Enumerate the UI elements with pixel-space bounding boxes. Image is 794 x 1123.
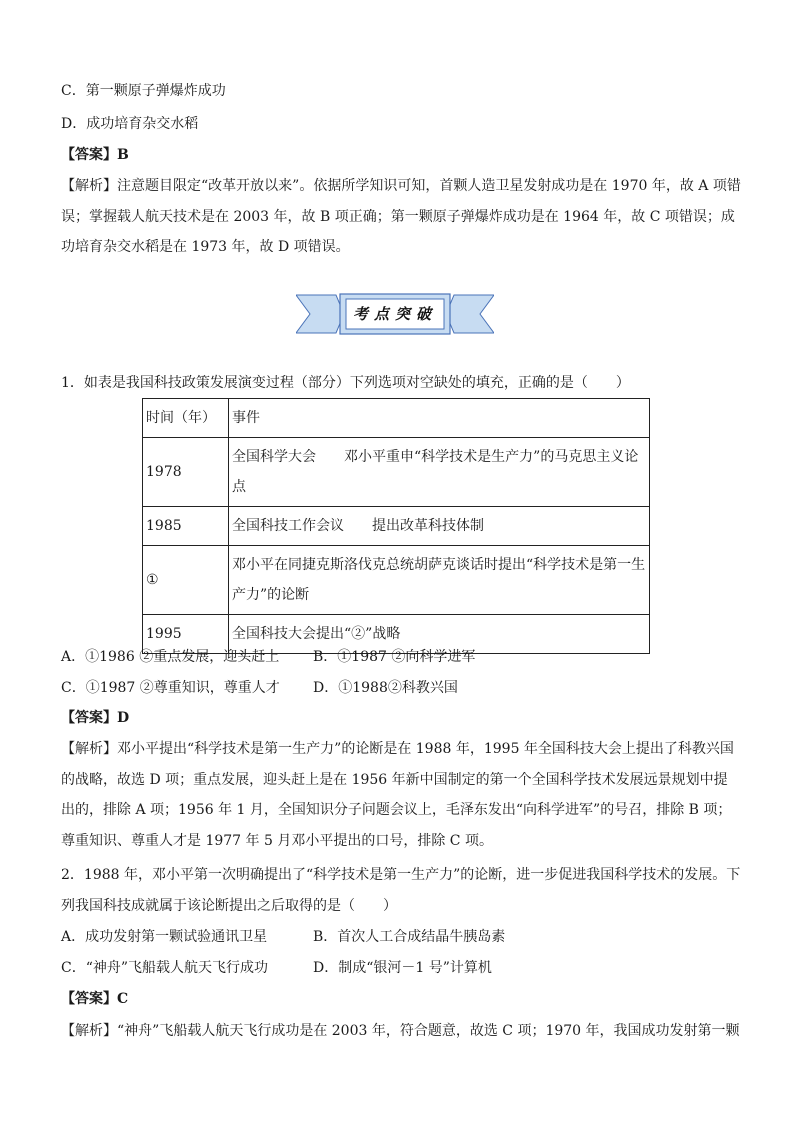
table-cell-event: 全国科技工作会议 提出改革科技体制 bbox=[229, 507, 650, 546]
table-cell-year: 1978 bbox=[143, 438, 229, 507]
q1-option-c: C．①1987 ②尊重知识，尊重人才 bbox=[61, 680, 280, 696]
q1-options-row-1 bbox=[61, 647, 475, 667]
table-row bbox=[143, 438, 650, 507]
table-cell-year: ① bbox=[143, 546, 229, 615]
table-cell-event: 全国科技大会提出“②”战略 bbox=[229, 615, 650, 654]
table-row bbox=[143, 507, 650, 546]
prev-option-c: C．第一颗原子弹爆炸成功 bbox=[61, 83, 226, 99]
q1-analysis: 【解析】邓小平提出“科学技术是第一生产力”的论断是在 1988 年，1995 年全国科技大会上提出了科教兴国的战略，故选 D 项；重点发展，迎头赶上是在 1956 年新中国制定的第一个全国科学技术发展远景规划中提出的，排除 A 项；1956 年 1 月，全国知识分子问题会议上，毛泽东发出“向科学进军”的号召，排除 B 项；尊重知识、尊重人才是 1977 年 5 月邓小平提出的口号，排除 C 项。 bbox=[61, 741, 734, 849]
q2-option-c: C．“神舟”飞船载人航天飞行成功 bbox=[61, 960, 269, 976]
q1-stem: 1．如表是我国科技政策发展演变过程（部分）下列选项对空缺处的填充，正确的是（ ） bbox=[61, 375, 630, 391]
table-cell-event: 全国科学大会 邓小平重申“科学技术是生产力”的马克思主义论点 bbox=[229, 438, 650, 507]
q1-option-b: B．①1987 ②向科学进军 bbox=[313, 649, 476, 665]
q2-analysis: 【解析】“神舟”飞船载人航天飞行成功是在 2003 年，符合题意，故选 C 项；1970 年，我国成功发射第一颗 bbox=[61, 1023, 740, 1039]
section-banner bbox=[296, 292, 494, 336]
table-row bbox=[143, 546, 650, 615]
table-header-cell: 事件 bbox=[229, 399, 650, 438]
prev-option-d: D．成功培育杂交水稻 bbox=[61, 116, 199, 132]
q2-option-b: B．首次人工合成结晶牛胰岛素 bbox=[313, 929, 506, 945]
table-cell-event: 邓小平在同捷克斯洛伐克总统胡萨克谈话时提出“科学技术是第一生产力”的论断 bbox=[229, 546, 650, 615]
q1-option-d: D．①1988②科教兴国 bbox=[313, 680, 458, 696]
table-header-row bbox=[143, 399, 650, 438]
q1-options-row-2 bbox=[61, 678, 458, 698]
table-cell-year: 1995 bbox=[143, 615, 229, 654]
table-cell-year: 1985 bbox=[143, 507, 229, 546]
q2-options-row-2 bbox=[61, 958, 492, 978]
q2-option-d: D．制成“银河－1 号”计算机 bbox=[313, 960, 492, 976]
table-header-cell: 时间（年） bbox=[143, 399, 229, 438]
prev-analysis: 【解析】注意题目限定“改革开放以来”。依据所学知识可知，首颗人造卫星发射成功是在 1970 年，故 A 项错误；掌握载人航天技术是在 2003 年，故 B 项正确；第一颗原子弹爆炸成功是在 1964 年，故 C 项错误；成功培育杂交水稻是在 1973 年，故 D 项错误。 bbox=[61, 178, 741, 255]
q1-option-a: A．①1986 ②重点发展，迎头赶上 bbox=[61, 649, 280, 665]
q1-table bbox=[142, 398, 650, 654]
banner-label: 考点突破 bbox=[352, 305, 437, 323]
q2-stem: 2．1988 年，邓小平第一次明确提出了“科学技术是第一生产力”的论断，进一步促进我国科学技术的发展。下列我国科技成就属于该论断提出之后取得的是（ ） bbox=[61, 867, 741, 914]
q1-answer: 【答案】D bbox=[61, 710, 130, 726]
q2-answer: 【答案】C bbox=[61, 991, 129, 1007]
prev-answer: 【答案】B bbox=[61, 147, 129, 163]
q2-option-a: A．成功发射第一颗试验通讯卫星 bbox=[61, 929, 268, 945]
q2-options-row-1 bbox=[61, 927, 505, 947]
